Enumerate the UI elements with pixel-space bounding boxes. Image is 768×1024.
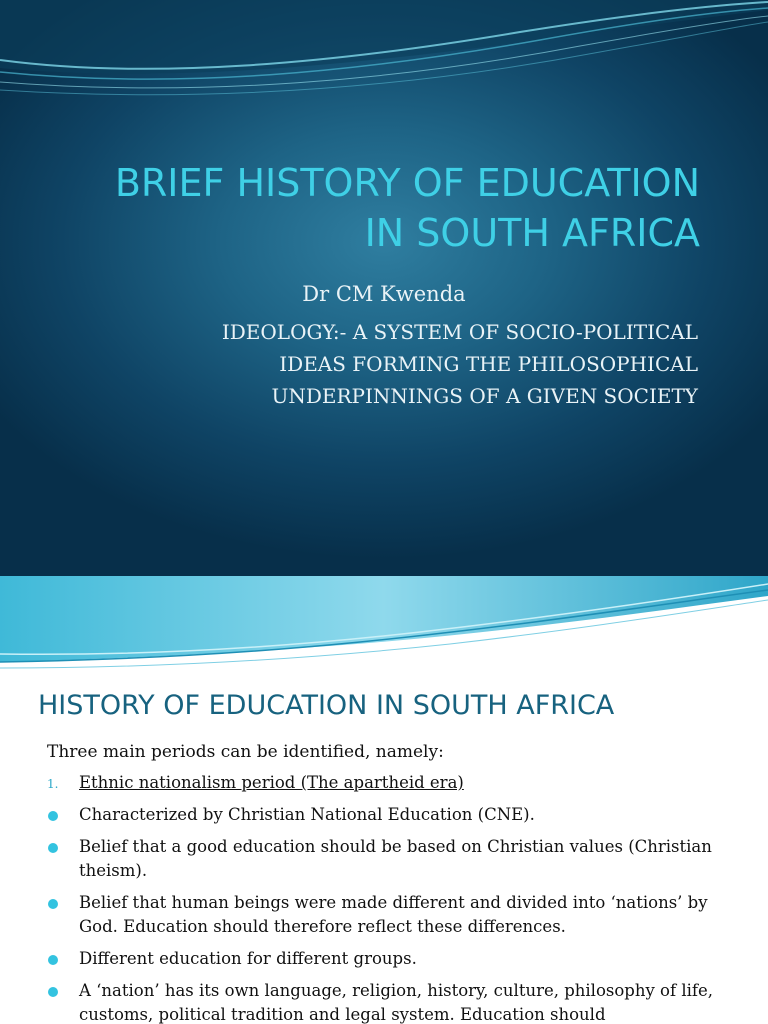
list-item-text: Belief that human beings were made different and divided into ‘nations’ by God. Education should therefore reflect these differences. bbox=[79, 893, 708, 936]
list-item bbox=[44, 803, 734, 827]
list-item bbox=[44, 947, 734, 971]
slide-title-line-2: IN SOUTH AFRICA bbox=[364, 211, 700, 255]
numbered-item bbox=[44, 771, 734, 795]
list-item bbox=[44, 835, 734, 883]
bullet-icon bbox=[48, 843, 58, 853]
subtitle-line-1: IDEOLOGY:- A SYSTEM OF SOCIO-POLITICAL bbox=[221, 320, 698, 344]
subtitle-line-3: UNDERPINNINGS OF A GIVEN SOCIETY bbox=[271, 384, 698, 408]
subtitle-line-2: IDEAS FORMING THE PHILOSOPHICAL bbox=[279, 352, 698, 376]
slide-title bbox=[20, 158, 700, 258]
list-item-text: Characterized by Christian National Education (CNE). bbox=[79, 805, 535, 824]
slide-title-line-1: BRIEF HISTORY OF EDUCATION bbox=[114, 161, 700, 205]
bullet-icon bbox=[48, 987, 58, 997]
bullet-icon bbox=[48, 899, 58, 909]
content-slide bbox=[0, 672, 768, 1024]
bullet-list bbox=[44, 771, 734, 1024]
bullet-icon bbox=[48, 811, 58, 821]
slide-subtitle bbox=[58, 316, 698, 412]
numbered-item-text: Ethnic nationalism period (The apartheid era) bbox=[79, 773, 464, 792]
intro-text: Three main periods can be identified, namely: bbox=[47, 742, 444, 762]
header-wave-decoration bbox=[0, 0, 768, 110]
bullet-icon bbox=[48, 955, 58, 965]
list-item-text: Belief that a good education should be based on Christian values (Christian theism). bbox=[79, 837, 712, 880]
list-item-text: A ‘nation’ has its own language, religion, history, culture, philosophy of life, customs, political tradition and legal system. Education should bbox=[79, 981, 714, 1024]
list-item bbox=[44, 891, 734, 939]
content-slide-title: HISTORY OF EDUCATION IN SOUTH AFRICA bbox=[38, 690, 615, 721]
author-name: Dr CM Kwenda bbox=[302, 282, 466, 306]
list-item bbox=[44, 979, 734, 1024]
slide-divider-wave bbox=[0, 576, 768, 672]
list-number: 1. bbox=[47, 777, 59, 791]
list-item-text: Different education for different groups. bbox=[79, 949, 417, 968]
